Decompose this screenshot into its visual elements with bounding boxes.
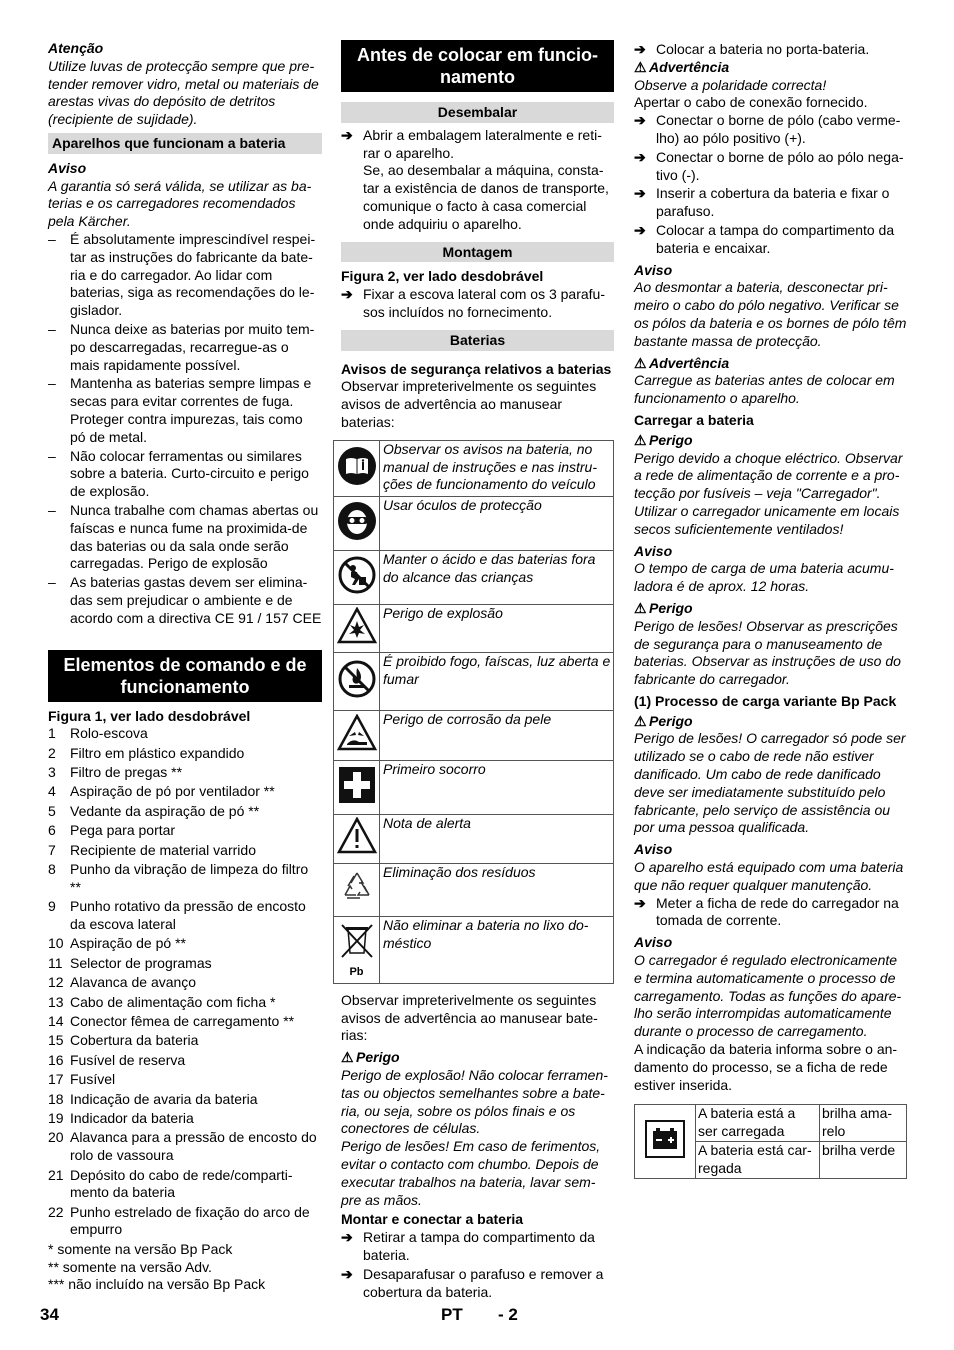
footnote: *** não incluído na versão Bp Pack: [48, 1276, 266, 1293]
aviso-text: A garantia só será válida, se utilizar as ba-terias e os carregadores recomendados pela Kärcher.: [48, 177, 312, 230]
language-code: PT: [441, 1305, 463, 1324]
arrow-icon: ➔: [634, 148, 646, 165]
attention-title: Atenção: [48, 40, 104, 56]
list-item: [48, 861, 322, 897]
item-number: 2: [48, 744, 56, 761]
list-item: [48, 842, 322, 860]
item-number: 7: [48, 841, 56, 858]
list-item: [48, 1167, 322, 1203]
arrow-icon: ➔: [341, 1265, 353, 1282]
mount-step: [341, 286, 614, 322]
aviso-3-text: O aparelho está equipado com uma bateria que não requer qualquer manutenção.: [634, 859, 904, 893]
perigo-text-1: Perigo de explosão! Não colocar ferramen-tas ou objectos semelhantes sobre a bate-ria, ou seja, sobre os pólos finais e os conectores de células.: [341, 1066, 608, 1137]
item-text: Aspiração de pó por ventilador **: [70, 783, 275, 800]
warning-icon: ⚠: [634, 431, 647, 448]
battery-light: brilha ama-relo: [820, 1105, 907, 1142]
manual-icon: [334, 440, 380, 496]
perigo-3-text: Perigo de lesões! O carregador só pode ser utilizado se o cabo de rede não estiver danificado. Um cabo de rede danificado deve ser imediatamente substituído pelo fabricante, pelo serviço de assistência ou por uma pessoa qualificada.: [634, 730, 906, 836]
aviso-2-text: O tempo de carga de uma bateria acumu-ladora é de aprox. 12 horas.: [634, 560, 894, 595]
item-text: Recipiente de material varrido: [70, 841, 256, 858]
arrow-icon: ➔: [341, 286, 353, 303]
observe-text: Observar impreterivelmente os seguintes avisos de advertência ao manusear bate-rias:: [341, 991, 598, 1044]
list-item: [48, 1013, 322, 1031]
list-item: [48, 822, 322, 840]
item-text: Indicador da bateria: [70, 1109, 194, 1126]
arrow-icon: ➔: [634, 112, 646, 129]
list-item: [48, 1110, 322, 1128]
polarity-text: Observe a polaridade correcta!: [634, 76, 827, 93]
item-text: Punho da vibração de limpeza do filtro **: [70, 861, 309, 895]
item-text: Cobertura da bateria: [70, 1032, 199, 1049]
item-number: 3: [48, 764, 56, 781]
process-heading: (1) Processo de carga variante Bp Pack: [634, 692, 897, 709]
list-item: [48, 955, 322, 973]
symbol-text: Não eliminar a bateria no lixo do-méstico: [380, 916, 614, 983]
symbol-text: Usar óculos de protecção: [380, 496, 614, 550]
controls-list: [48, 725, 322, 1239]
item-text: Selector de programas: [70, 954, 212, 971]
list-item: [48, 745, 322, 763]
step-item: [634, 112, 907, 148]
controls-heading: Elementos de comando e de funcionamento: [48, 650, 322, 702]
list-item: [48, 974, 322, 992]
item-text: Fusível: [70, 1071, 116, 1088]
perigo-1-title: ⚠ Perigo: [634, 431, 693, 448]
warning-icon: ⚠: [341, 1049, 354, 1066]
figure-2-ref: Figura 2, ver lado desdobrável: [341, 268, 544, 285]
list-item: [48, 803, 322, 821]
step-item: [341, 1229, 614, 1265]
battery-status-table: [634, 1104, 907, 1178]
arrow-icon: ➔: [634, 41, 646, 57]
battery-icon: [635, 1105, 696, 1178]
mount-battery-heading: Montar e conectar a bateria: [341, 1211, 524, 1228]
item-number: 8: [48, 861, 56, 878]
figure-1-ref: Figura 1, ver lado desdobrável: [48, 707, 251, 724]
symbol-text: Observar os avisos na bateria, no manual de instruções e nas instru-ções de funcionamento do veículo: [380, 440, 614, 496]
symbol-text: Manter o ácido e das baterias fora do alcance das crianças: [380, 550, 614, 604]
arrow-icon: ➔: [341, 126, 353, 143]
battery-light: brilha verde: [820, 1142, 907, 1179]
item-number: 17: [48, 1071, 64, 1088]
tighten-text: Apertar o cabo de conexão fornecido.: [634, 94, 868, 111]
item-text: Vedante da aspiração de pó **: [70, 802, 260, 819]
list-item: [48, 1032, 322, 1050]
advertencia-2-title: ⚠ Advertência: [634, 354, 730, 371]
item-text: Punho estrelado de fixação do arco de empurro: [70, 1203, 310, 1238]
recycling-icon: [334, 863, 380, 916]
item-text: Filtro em plástico expandido: [70, 744, 245, 761]
item-text: Depósito do cabo de rede/comparti-mento da bateria: [70, 1166, 293, 1201]
corrosion-icon: [334, 710, 380, 760]
step-item: [634, 222, 907, 258]
item-text: Rolo-escova: [70, 725, 148, 742]
item-number: 1: [48, 725, 56, 742]
mount-battery-steps: [341, 1229, 614, 1301]
plug-step: ➔ Meter a ficha de rede do carregador na tomada de corrente.: [634, 894, 899, 929]
aviso-2-title: Aviso: [634, 542, 673, 559]
step-text: Retirar a tampa do compartimento da bateria.: [363, 1229, 595, 1263]
safety-heading: Avisos de segurança relativos a baterias: [341, 360, 612, 377]
item-number: 20: [48, 1129, 64, 1146]
item-number: 11: [48, 954, 63, 971]
goggles-icon: [334, 496, 380, 550]
item-text: Cabo de alimentação com ficha *: [70, 993, 276, 1010]
connect-steps: [634, 112, 907, 257]
symbol-text: É proibido fogo, faíscas, luz aberta e fumar: [380, 652, 614, 710]
batteries-heading: Baterias: [341, 330, 614, 351]
step-text: Inserir a cobertura da bateria e fixar o parafuso.: [656, 185, 890, 220]
battery-state: A bateria está a ser carregada: [696, 1105, 820, 1142]
list-item: – É absolutamente imprescindível respei-tar as instruções do fabricante da bate-ria e do carregador. Ao lidar com baterias, siga as recomendações do le-gislador.: [48, 231, 322, 320]
pb-label: Pb: [349, 966, 364, 979]
item-number: 14: [48, 1012, 64, 1029]
battery-rules-list: [48, 231, 322, 628]
list-item: [48, 898, 322, 934]
list-item: – Mantenha as baterias sempre limpas e secas para evitar correntes de fuga. Proteger contra impurezas, tais como pó de metal.: [48, 375, 322, 446]
item-number: 4: [48, 783, 56, 800]
indicator-text: A indicação da bateria informa sobre o an-damento do processo, se a ficha de rede estiver inserida.: [634, 1041, 898, 1093]
item-text: Alavanca de avanço: [70, 974, 197, 991]
list-item: [48, 725, 322, 743]
list-item: [48, 994, 322, 1012]
list-item: [48, 1204, 322, 1240]
list-item: [48, 935, 322, 953]
step-item: [634, 185, 907, 221]
symbol-text: Nota de alerta: [380, 814, 614, 863]
safety-intro: Observar impreterivelmente os seguintes avisos de advertência ao manusear baterias:: [341, 378, 597, 430]
item-number: 22: [48, 1203, 64, 1220]
item-number: 9: [48, 898, 56, 915]
item-text: Alavanca para a pressão de encosto do rolo de vassoura: [70, 1129, 317, 1164]
step-text: Conectar o borne de pólo ao pólo nega-tivo (-).: [656, 148, 904, 183]
page-number: 34: [40, 1305, 59, 1324]
arrow-icon: ➔: [634, 221, 646, 238]
first-aid-icon: [334, 760, 380, 814]
advertencia-2-text: Carregue as baterias antes de colocar em funcionamento o aparelho.: [634, 372, 895, 407]
symbol-text: Primeiro socorro: [380, 760, 614, 814]
step-text: Desaparafusar o parafuso e remover a cobertura da bateria.: [363, 1265, 604, 1300]
symbol-text: Perigo de explosão: [380, 604, 614, 652]
aviso-title: Aviso: [48, 159, 87, 176]
item-number: 12: [48, 974, 64, 991]
attention-text: Utilize luvas de protecção sempre que pre-tender remover vidro, metal ou materiais de arestas vivas do depósito de detritos (recipiente de sujidade).: [48, 57, 319, 128]
unpack-heading: Desembalar: [341, 102, 614, 123]
aviso-3-title: Aviso: [634, 841, 673, 858]
arrow-icon: ➔: [634, 894, 646, 911]
step-text: Colocar a tampa do compartimento da bateria e encaixar.: [656, 221, 895, 256]
item-number: 5: [48, 802, 56, 819]
aviso-1-text: Ao desmontar a bateria, desconectar pri-meiro o cabo do pólo negativo. Verificar se os pólos da bateria e os bornes de pólo têm bastante massa de protecção.: [634, 279, 907, 349]
item-number: 13: [48, 993, 64, 1010]
column-right: [634, 41, 907, 1179]
item-text: Pega para portar: [70, 822, 176, 839]
mount-step-text: Fixar a escova lateral com os 3 parafu-sos incluídos no fornecimento.: [363, 286, 605, 320]
unpack-text: Se, ao desembalar a máquina, consta-tar a existência de danos de transporte, comunique o facto à casa comercial onde adquiriu o aparelho.: [363, 162, 609, 232]
perigo-2-title: ⚠ Perigo: [634, 599, 693, 616]
item-number: 6: [48, 822, 56, 839]
item-text: Fusível de reserva: [70, 1051, 186, 1068]
commissioning-heading: Antes de colocar em funcio-namento: [341, 40, 614, 92]
unpack-step-text: Abrir a embalagem lateralmente e reti-rar o aparelho.: [363, 126, 602, 161]
item-number: 16: [48, 1051, 64, 1068]
warning-icon: ⚠: [634, 354, 647, 371]
step-item: [341, 1266, 614, 1302]
column-left: [48, 40, 322, 1294]
battery-state: A bateria está car-regada: [696, 1142, 820, 1179]
item-text: Punho rotativo da pressão de encosto da escova lateral: [70, 898, 306, 933]
list-item: [48, 764, 322, 782]
aviso-4-text: O carregador é regulado electronicamente e termina automaticamente o processo de carregamento. Todas as funções do apare-lho serão interrompidas automaticamente durante o processo de carregamento.: [634, 952, 902, 1040]
item-text: Conector fêmea de carregamento **: [70, 1012, 295, 1029]
list-item: [48, 1091, 322, 1109]
list-item: [48, 1052, 322, 1070]
list-item: – Não colocar ferramentas ou similares sobre a bateria. Curto-circuito e perigo de explosão.: [48, 448, 322, 501]
perigo-text-2: Perigo de lesões! Em caso de ferimentos, evitar o contacto com chumbo. Depois de executar trabalhos na bateria, lavar sem-pre as mãos.: [341, 1138, 601, 1208]
aviso-1-title: Aviso: [634, 261, 673, 278]
sub-page-number: - 2: [498, 1305, 518, 1324]
charge-heading: Carregar a bateria: [634, 411, 754, 428]
footnotes: [48, 1241, 322, 1294]
explosion-icon: [334, 604, 380, 652]
warning-icon: [334, 814, 380, 863]
aviso-4-title: Aviso: [634, 934, 673, 951]
item-text: Aspiração de pó **: [70, 935, 186, 952]
perigo-3-title: ⚠ Perigo: [634, 712, 693, 729]
warning-icon: ⚠: [634, 712, 647, 729]
list-item: – As baterias gastas devem ser elimina-das sem prejudicar o ambiente e de acordo com a directiva CE 91 / 157 CEE: [48, 574, 322, 627]
column-middle: [341, 40, 614, 1302]
perigo-2-text: Perigo de lesões! Observar as prescrições de segurança para o manuseamento de baterias. Observar as instruções de uso do fabricante do carregador.: [634, 617, 901, 688]
mount-heading: Montagem: [341, 242, 614, 263]
item-text: Filtro de pregas **: [70, 764, 183, 781]
item-number: 18: [48, 1090, 64, 1107]
step-item: [634, 149, 907, 185]
keep-children-away-icon: [334, 550, 380, 604]
item-number: 19: [48, 1109, 64, 1126]
footnote: ** somente na versão Adv.: [48, 1258, 212, 1275]
warning-icon: ⚠: [634, 58, 647, 75]
step-text: Conectar o borne de pólo (cabo verme-lho) ao pólo positivo (+).: [656, 112, 901, 146]
perigo-1-text: Perigo devido a choque eléctrico. Observar a rede de alimentação de corrente e a pro-tecção por fusíveis – veja "Carregador". Utilizar o carregador unicamente em locais secos suficientemente ventilados!: [634, 449, 903, 537]
safety-symbols-table: [333, 440, 614, 984]
symbol-text: Perigo de corrosão da pele: [380, 710, 614, 760]
item-text: Indicação de avaria da bateria: [70, 1090, 258, 1107]
advertencia-title: ⚠ Advertência: [634, 58, 730, 75]
list-item: [48, 783, 322, 801]
list-item: – Nunca deixe as baterias por muito tem-po descarregadas, recarregue-as o mais rapidamente possível.: [48, 321, 322, 374]
place-battery-step: ➔ Colocar a bateria no porta-bateria.: [634, 41, 870, 57]
item-number: 10: [48, 935, 64, 952]
arrow-icon: ➔: [634, 185, 646, 202]
no-fire-icon: [334, 652, 380, 710]
arrow-icon: ➔: [341, 1229, 353, 1246]
unpack-step: [341, 127, 614, 163]
symbol-text: Eliminação dos resíduos: [380, 863, 614, 916]
list-item: [48, 1129, 322, 1165]
footnote: * somente na versão Bp Pack: [48, 1240, 233, 1257]
crossed-bin-icon: [334, 916, 380, 983]
list-item: – Nunca trabalhe com chamas abertas ou faíscas e nunca fume na proximida-de das baterias ou da sala onde serão carregadas. Perigo de explosão: [48, 502, 322, 573]
list-item: [48, 1071, 322, 1089]
devices-heading: Aparelhos que funcionam a bateria: [48, 133, 322, 154]
perigo-title: ⚠ Perigo: [341, 1049, 400, 1066]
item-number: 21: [48, 1166, 64, 1183]
warning-icon: ⚠: [634, 599, 647, 616]
item-number: 15: [48, 1032, 64, 1049]
